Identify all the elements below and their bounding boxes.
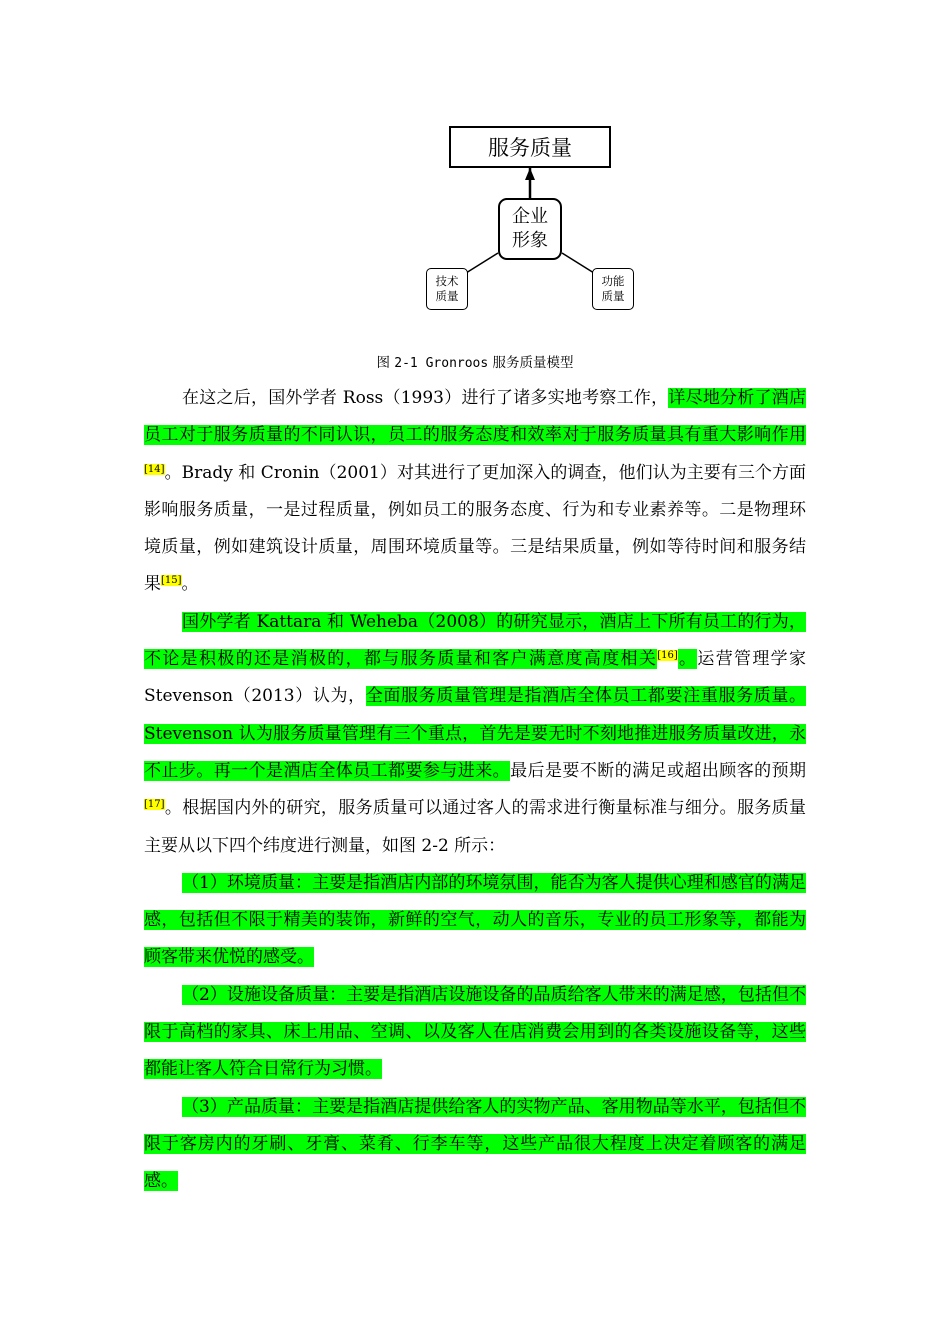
diagram-connectors <box>0 0 950 340</box>
citation-ref: [14] <box>144 463 165 475</box>
corporate-image-box <box>498 198 562 260</box>
highlighted-text: 。 <box>677 649 698 670</box>
body-text <box>144 380 806 1201</box>
text-run: 最后是要不断的满足或超出顾客的预期 <box>510 760 807 781</box>
figure-caption <box>0 353 950 374</box>
highlighted-text: 国外学者 Kattara 和 Weheba（2008）的研究显示，酒店上下所有员工的行为，不论是积极的还是消极的，都与服务质量和客户满意度高度相关 <box>144 611 806 670</box>
caption-prefix: 图 <box>376 355 395 371</box>
highlighted-text: 全面服务质量管理是指酒店全体员工都要注重服务质量。Stevenson 认为服务质量管理有三个重点，首先是要无时不刻地推进服务质量改进，永不止步。再一个是酒店全体员工都要参与进来。 <box>144 686 806 781</box>
citation-ref: [15] <box>161 575 182 587</box>
citation-ref: [16] <box>657 650 678 662</box>
paragraph <box>144 977 806 1089</box>
text-run: 。根据国内外的研究，服务质量可以通过客人的需求进行衡量标准与细分。服务质量主要从以下四个纬度进行测量，如图 2-2 所示： <box>144 798 806 856</box>
service-quality-label: 服务质量 <box>488 136 572 160</box>
text-run: 。 <box>181 574 199 595</box>
caption-title: 服务质量模型 <box>492 355 574 371</box>
highlighted-text: 详尽地分析了酒店员工对于服务质量的不同认识，员工的服务态度和效率对于服务质量具有重大影响作用 <box>144 388 807 446</box>
caption-number: 2-1 Gronroos <box>394 356 489 371</box>
highlighted-text: （1）环境质量：主要是指酒店内部的环境氛围，能否为客人提供心理和感官的满足感，包括但不限于精美的装饰，新鲜的空气，动人的音乐，专业的员工形象等，都能为顾客带来优悦的感受。 <box>144 872 806 968</box>
line-to-technical-quality <box>466 253 498 273</box>
paragraph <box>144 604 806 865</box>
line-to-functional-quality <box>562 253 594 273</box>
text-run: 运营管理学家 Stevenson（2013）认为， <box>144 649 807 707</box>
paragraph <box>144 1089 806 1201</box>
arrowhead-icon <box>525 168 535 180</box>
text-run: 。Brady 和 Cronin（2001）对其进行了更加深入的调查，他们认为主要有三个方面影响服务质量，一是过程质量，例如员工的服务态度、行为和专业素养等。二是物理环境质量，例如建筑设计质量，周围环境质量等。三是结果质量，例如等待时间和服务结果 <box>144 462 806 595</box>
technical-quality-box <box>426 268 468 310</box>
text-run: 在这之后，国外学者 Ross（1993）进行了诸多实地考察工作， <box>182 388 669 408</box>
technical-quality-label-line2: 质量 <box>435 289 459 303</box>
technical-quality-label-line1: 技术 <box>435 274 459 288</box>
functional-quality-box <box>592 268 634 310</box>
functional-quality-label-line2: 质量 <box>601 289 625 303</box>
service-quality-box <box>449 126 611 168</box>
highlighted-text: （2）设施设备质量：主要是指酒店设施设备的品质给客人带来的满足感，包括但不限于高档的家具、床上用品、空调、以及客人在店消费会用到的各类设施设备等，这些都能让客人符合日常行为习惯。 <box>144 984 806 1080</box>
corporate-image-label-line1: 企业 <box>512 206 548 227</box>
paragraph <box>144 865 806 977</box>
functional-quality-label-line1: 功能 <box>601 274 625 288</box>
paragraph <box>144 380 806 604</box>
highlighted-text: （3）产品质量：主要是指酒店提供给客人的实物产品、客用物品等水平，包括但不限于客房内的牙刷、牙膏、菜肴、行李车等，这些产品很大程度上决定着顾客的满足感。 <box>144 1096 806 1192</box>
citation-ref: [17] <box>144 799 165 811</box>
corporate-image-label-line2: 形象 <box>512 230 548 251</box>
